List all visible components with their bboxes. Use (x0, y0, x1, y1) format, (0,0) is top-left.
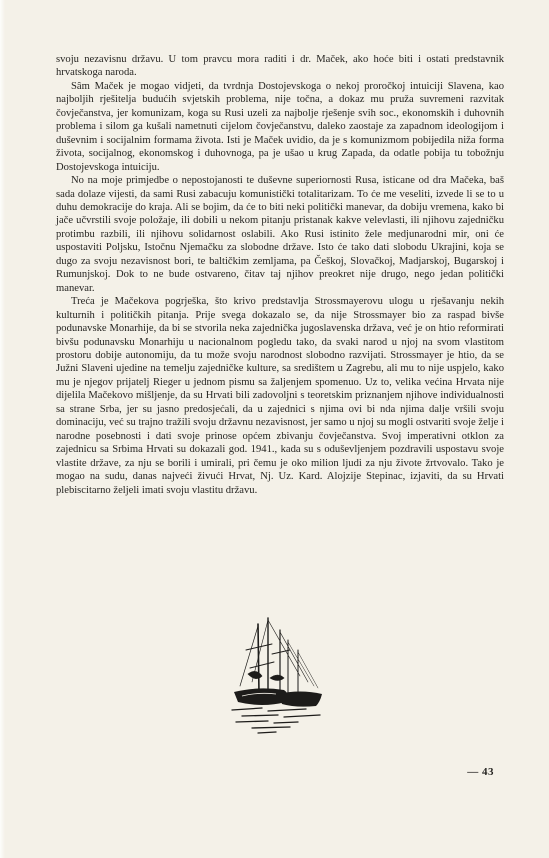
paragraph-3: No na moje primjedbe o nepostojanosti te duševne superiornosti Rusa, isticane od dra Mačeka, baš sada dolaze vijesti, da sami Rusi zabacuju komunistički totalitarizam. To će me veseliti, izvede li se to u duhu demokracije do kraja. Ali se bojim, da će to biti neki politički manevar, da dobiju vremena, kako bi jače učvrstili svoje položaje, ili dobili u nekom pitanju pristanak kakve velevlasti, ili njihovu zajedničku protimbu razbili, ili njihovu solidarnost oslabili. Ako Rusi istinito žele medjunarodni mir, oni će uspostaviti Poljsku, Istočnu Njemačku za slobodne države. Isto će tako dati slobodu Ukrajini, koja se dugo za svoju nezavisnost bori, te baltičkim zemljama, pa Češkoj, Slovačkoj, Madjarskoj, Bugarskoj i Rumunjskoj. Dok to ne bude ostvareno, čitav taj njihov preokret nije drugo, nego jedan politički manevar. (56, 175, 504, 294)
paragraph-1: svoju nezavisnu državu. U tom pravcu mora raditi i dr. Maček, ako hoće biti i ostati predstavnik hrvatskoga naroda. (56, 54, 504, 79)
sailing-boats-vignette-icon (228, 616, 328, 736)
body-text (56, 53, 504, 497)
page-edge (0, 0, 5, 858)
paragraph-4: Treća je Mačekova pogrješka, što krivo predstavlja Strossmayerovu ulogu u rješavanju nekih kulturnih i političkih pitanja. Prije svega dokazalo se, da nije Strossmayer bio za raspad bivše podunavske Monarhije, da bi se stvorila neka zajednička jugoslavenska država, već je on htio reformirati bivšu podunavsku Monarhiju u nacionalnom pogledu tako, da svaki narod u njoj na svom vlastitom prostoru dobije autonomiju, da tu može svoju narodnost slobodno razvijati. Strossmayer je htio, da se Južni Slaveni ujedine na temelju zajedničke kulture, sa središtem u Zagrebu, ali mu to nije uspjelo, kako mu je njegov prijatelj Rieger u jednom pismu sa žaljenjem spomenuo. Uz to, velika većina Hrvata nije dijelila Mačekovo mišljenje, da su Hrvati bili zadovoljni s teoretskim priznanjem njihove individualnosti sa strane Srba, jer su jasno predosjećali, da u zajednici s njima ovi bi nda njima dalje vršili svoju dominaciju, već su trajno tražili svoju državnu nezavisnost, jer samo u njoj su mogli ostvariti svoje želje i narodne posebnosti i dati svoje prinose općem zbivanju čovječanstva. Svoj imperativni otklon za zajednicu sa Srbima Hrvati su dokazali god. 1941., kada su s oduševljenjem pozdravili uspostavu svoje vlastite države, za nju se borili i umirali, pri čemu je oko milion ljudi za nju živote žrtvovalo. Tako je mogao na sudu, danas najveći živući Hrvat, Nj. Uz. Kard. Alojzije Stepinac, izjaviti, da su Hrvati plebiscitarno željeli imati svoju vlastitu državu. (56, 296, 504, 496)
page-number: — 43 (467, 766, 494, 778)
paragraph-2: Sâm Maček je mogao vidjeti, da tvrdnja Dostojevskoga o nekoj proročkoj intuiciji Slavena, kao najboljih rješitelja budućih svjetskih problema, nije točna, a dokaz mu pruža suvremeni razvitak čovječanstva, jer komunizam, koga su Rusi uzeli za najbolje rješenje svih soc., ekonomskih i duhovnih problema i silom ga kušali nametnuti cijelom čovječanstvu, daleko zaostaje za zapadnom ideologijom i duševnim i socijalnim formama života. Isti je Maček uvidio, da je s komunizmom pobijedila niža forma života, socijalnog, ekonomskog i duhovnoga, pa je ušao u krug Zapada, da odatle pobija tu tobožnju Dostojevskoga intuiciju. (56, 80, 504, 173)
